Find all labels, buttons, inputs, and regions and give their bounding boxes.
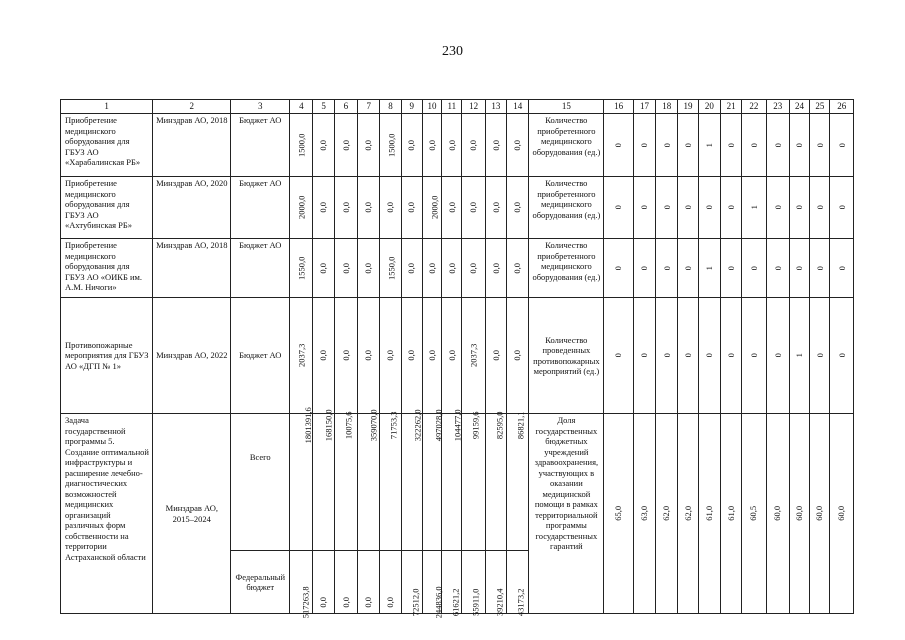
target-value — [789, 114, 809, 177]
target-value-text: 0 — [661, 353, 672, 358]
target-value-text: 0 — [639, 265, 650, 271]
target-value-text: 0 — [639, 142, 650, 148]
finance-value-text: 0,0 — [426, 262, 437, 274]
task-total-row — [61, 414, 854, 551]
federal-finance-value-text: 0,0 — [363, 596, 374, 608]
target-value-text: 0 — [704, 353, 715, 358]
federal-finance-value — [313, 551, 334, 614]
indicator-name: Количество проведенных противопожарных мероприятий (ед.) — [529, 298, 604, 414]
finance-value-text: 0,0 — [340, 139, 351, 151]
target-value — [633, 177, 655, 239]
finance-value — [380, 298, 401, 414]
finance-value — [290, 239, 313, 298]
target-value — [742, 298, 766, 414]
finance-value — [290, 114, 313, 177]
executor: Минздрав АО, 2018 — [153, 239, 231, 298]
header-cell: 26 — [830, 100, 854, 114]
target-value — [766, 177, 789, 239]
finance-value-text: 0,0 — [363, 202, 374, 213]
target-value — [698, 177, 720, 239]
finance-value — [485, 114, 506, 177]
finance-value-text: 0,0 — [363, 262, 374, 274]
target-value-text: 0 — [772, 205, 783, 210]
total-finance-value — [507, 411, 529, 551]
finance-value-text: 0,0 — [468, 202, 479, 213]
task-target-value-text: 63,0 — [639, 506, 650, 521]
federal-finance-value-text: 244836,0 — [433, 585, 444, 618]
finance-value-text: 0,0 — [340, 350, 351, 361]
funding-source: Бюджет АО — [231, 298, 290, 414]
target-value — [698, 239, 720, 298]
finance-value — [380, 239, 401, 298]
task-target-value-text: 60,0 — [794, 506, 805, 521]
finance-value — [507, 114, 529, 177]
finance-value — [442, 239, 462, 298]
federal-finance-value — [334, 551, 357, 614]
finance-value-text: 0,0 — [406, 202, 417, 213]
task-target-value-text: 61,0 — [704, 506, 715, 521]
finance-value-text: 0,0 — [490, 202, 501, 213]
finance-value-text: 0,0 — [318, 350, 329, 361]
total-finance-value-text: 71753,3 — [388, 411, 399, 440]
header-cell: 13 — [485, 100, 506, 114]
target-value-text: 0 — [836, 205, 847, 210]
target-value-text: 0 — [794, 142, 805, 148]
finance-value-text: 0,0 — [406, 262, 417, 274]
finance-value-text: 0,0 — [490, 350, 501, 361]
federal-finance-value — [358, 551, 380, 614]
target-value-text: 0 — [725, 353, 736, 358]
task-target-value — [789, 414, 809, 614]
federal-finance-value-text: 39210,4 — [494, 587, 505, 616]
finance-value — [334, 239, 357, 298]
finance-value — [401, 239, 422, 298]
header-cell: 9 — [401, 100, 422, 114]
target-value-text: 1 — [704, 265, 715, 271]
table-row — [61, 114, 854, 177]
indicator-name: Количество приобретенного медицинского оборудования (ед.) — [529, 114, 604, 177]
finance-value — [334, 177, 357, 239]
target-value — [656, 298, 678, 414]
total-finance-value — [462, 411, 485, 551]
target-value — [633, 114, 655, 177]
task-target-value-text: 60,0 — [814, 506, 825, 521]
task-indicator: Доля государственных бюджетных учреждений здравоохранения, участвующих в оказании медицинской помощи в рамках территориальной программы государственных гарантий — [529, 414, 604, 614]
finance-value — [401, 177, 422, 239]
table-row — [61, 298, 854, 414]
total-finance-value-text: 322262,0 — [412, 409, 423, 442]
finance-value-text: 0,0 — [512, 139, 523, 151]
page-number: 230 — [442, 44, 463, 59]
total-finance-value — [422, 409, 444, 551]
task-target-value-text: 61,0 — [725, 506, 736, 521]
target-value-text: 0 — [725, 142, 736, 148]
target-value-text: 0 — [748, 265, 759, 271]
target-value-text: 0 — [794, 265, 805, 271]
finance-value — [334, 298, 357, 414]
target-value-text: 0 — [613, 142, 624, 148]
table-row — [61, 239, 854, 298]
total-finance-value-text: 168150,0 — [324, 409, 335, 442]
total-finance-value-text: 104477,0 — [452, 409, 463, 442]
finance-value — [442, 298, 462, 414]
target-value-text: 0 — [772, 142, 783, 148]
finance-value-text: 0,0 — [468, 139, 479, 151]
total-finance-value — [442, 409, 463, 551]
finance-value-text: 0,0 — [340, 202, 351, 213]
header-cell: 18 — [656, 100, 678, 114]
total-finance-value-text: 82595,0 — [494, 411, 505, 440]
task-executor: Минздрав АО, 2015–2024 — [153, 414, 231, 614]
executor: Минздрав АО, 2018 — [153, 114, 231, 177]
finance-value-text: 0,0 — [363, 350, 374, 361]
finance-value-text: 0,0 — [426, 350, 437, 361]
task-target-value — [656, 414, 678, 614]
target-value-text: 0 — [661, 265, 672, 271]
target-value — [633, 239, 655, 298]
finance-value — [358, 114, 380, 177]
task-target-value-text: 62,0 — [682, 506, 693, 521]
target-value — [830, 177, 854, 239]
finance-value-text: 0,0 — [340, 262, 351, 274]
indicator-name: Количество приобретенного медицинского оборудования (ед.) — [529, 177, 604, 239]
target-value-text: 0 — [682, 205, 693, 210]
finance-value-text: 0,0 — [363, 139, 374, 151]
target-value — [810, 298, 830, 414]
finance-value — [485, 239, 506, 298]
task-target-value-text: 60,0 — [836, 506, 847, 521]
target-value — [830, 239, 854, 298]
target-value-text: 0 — [639, 353, 650, 358]
finance-value-text: 1550,0 — [296, 256, 307, 280]
header-cell: 16 — [604, 100, 633, 114]
total-finance-value-text: 99159,6 — [471, 411, 482, 440]
target-value-text: 0 — [836, 353, 847, 358]
target-value — [656, 114, 678, 177]
indicator-name: Количество приобретенного медицинского оборудования (ед.) — [529, 239, 604, 298]
target-value — [720, 298, 741, 414]
target-value — [698, 114, 720, 177]
federal-finance-value-text: 55911,0 — [470, 588, 481, 616]
task-target-value-text: 65,0 — [613, 506, 624, 521]
finance-value — [401, 298, 422, 414]
finance-value — [313, 239, 334, 298]
finance-value-text: 0,0 — [446, 350, 457, 361]
finance-value-text: 0,0 — [490, 139, 501, 151]
header-cell: 25 — [810, 100, 830, 114]
finance-value — [290, 298, 313, 414]
finance-value-text: 0,0 — [318, 262, 329, 274]
federal-finance-value — [422, 551, 444, 618]
finance-value — [485, 177, 506, 239]
measure-name: Приобретение медицинского оборудования для ГБУЗ АО «ОИКБ им. А.М. Ничоги» — [61, 239, 153, 298]
target-value — [830, 298, 854, 414]
finance-value-text: 0,0 — [490, 262, 501, 274]
target-value — [742, 239, 766, 298]
target-value — [810, 177, 830, 239]
target-value-text: 0 — [836, 142, 847, 148]
header-cell: 22 — [742, 100, 766, 114]
target-value — [656, 239, 678, 298]
target-value-text: 0 — [704, 205, 715, 210]
federal-finance-value — [442, 551, 462, 614]
header-cell: 12 — [462, 100, 485, 114]
federal-label: Федеральный бюджет — [231, 551, 290, 614]
target-value — [766, 114, 789, 177]
header-cell: 2 — [153, 100, 231, 114]
target-value — [633, 298, 655, 414]
federal-finance-value — [401, 551, 422, 614]
target-value — [678, 298, 698, 414]
target-value — [766, 298, 789, 414]
finance-value — [422, 239, 441, 298]
total-finance-value-text: 86821,1 — [515, 411, 526, 440]
header-cell: 10 — [422, 100, 441, 114]
finance-value-text: 2037,3 — [296, 343, 307, 368]
target-value-text: 0 — [772, 265, 783, 271]
total-finance-value-text: 497028,0 — [433, 409, 444, 442]
federal-finance-value — [290, 551, 313, 618]
target-value-text: 0 — [682, 142, 693, 148]
target-value-text: 0 — [725, 205, 736, 210]
federal-finance-value-text: 72512,0 — [410, 587, 421, 616]
target-value-text: 1 — [704, 142, 715, 148]
finance-value-text: 0,0 — [426, 139, 437, 151]
total-finance-value — [485, 411, 506, 551]
header-cell: 1 — [61, 100, 153, 114]
target-value — [604, 298, 633, 414]
finance-value — [313, 298, 334, 414]
task-target-value-text: 60,5 — [748, 506, 759, 521]
finance-value — [507, 239, 529, 298]
target-value-text: 0 — [748, 142, 759, 148]
header-cell: 21 — [720, 100, 741, 114]
finance-value — [358, 298, 380, 414]
target-value — [720, 177, 741, 239]
finance-value-text: 0,0 — [512, 202, 523, 213]
total-finance-value — [313, 409, 335, 551]
finance-value — [358, 177, 380, 239]
finance-value — [380, 114, 401, 177]
executor: Минздрав АО, 2022 — [153, 298, 231, 414]
header-row — [61, 100, 854, 114]
funding-source: Бюджет АО — [231, 239, 290, 298]
table-row — [61, 177, 854, 239]
target-value — [656, 177, 678, 239]
header-cell: 11 — [442, 100, 462, 114]
total-finance-value — [334, 411, 357, 551]
header-cell: 24 — [789, 100, 809, 114]
finance-value — [462, 177, 485, 239]
target-value — [720, 114, 741, 177]
target-value — [604, 114, 633, 177]
federal-finance-value — [485, 551, 506, 614]
target-value-text: 0 — [814, 265, 825, 271]
target-value-text: 0 — [639, 205, 650, 210]
finance-value — [442, 177, 462, 239]
task-target-value — [633, 414, 655, 614]
finance-value — [422, 114, 441, 177]
target-value-text: 0 — [613, 353, 624, 358]
total-finance-value — [401, 409, 423, 551]
finance-value-text: 0,0 — [406, 139, 417, 151]
program-table — [60, 99, 854, 618]
federal-finance-value — [507, 551, 529, 614]
finance-value-text: 0,0 — [446, 202, 457, 213]
target-value-text: 0 — [814, 142, 825, 148]
measure-name: Приобретение медицинского оборудования для ГБУЗ АО «Ахтубинская РБ» — [61, 177, 153, 239]
target-value — [698, 298, 720, 414]
funding-source: Бюджет АО — [231, 177, 290, 239]
task-target-value — [742, 414, 766, 614]
finance-value-text: 1500,0 — [386, 133, 397, 157]
target-value — [810, 239, 830, 298]
finance-value-text: 2037,3 — [468, 343, 479, 368]
total-label: Всего — [231, 414, 290, 551]
target-value-text: 0 — [613, 265, 624, 271]
finance-value-text: 0,0 — [468, 262, 479, 274]
header-cell: 5 — [313, 100, 334, 114]
federal-finance-value-text: 0,0 — [340, 596, 351, 608]
finance-value — [507, 177, 529, 239]
target-value — [830, 114, 854, 177]
target-value — [604, 177, 633, 239]
header-cell: 19 — [678, 100, 698, 114]
finance-value — [462, 298, 485, 414]
target-value — [678, 177, 698, 239]
total-finance-value — [290, 407, 313, 551]
target-value-text: 0 — [682, 353, 693, 358]
target-value — [742, 177, 766, 239]
target-value-text: 0 — [814, 205, 825, 210]
finance-value-text: 0,0 — [318, 202, 329, 213]
target-value — [678, 239, 698, 298]
target-value-text: 0 — [772, 353, 783, 358]
target-value-text: 1 — [794, 353, 805, 358]
header-cell: 7 — [358, 100, 380, 114]
target-value-text: 0 — [661, 142, 672, 148]
header-cell: 14 — [507, 100, 529, 114]
target-value — [678, 114, 698, 177]
finance-value-text: 1550,0 — [386, 256, 397, 280]
finance-value — [313, 114, 334, 177]
header-cell: 23 — [766, 100, 789, 114]
finance-value — [380, 177, 401, 239]
target-value-text: 1 — [748, 205, 759, 210]
target-value — [742, 114, 766, 177]
header-cell: 8 — [380, 100, 401, 114]
federal-finance-value-text: 517263,8 — [300, 585, 311, 618]
finance-value — [358, 239, 380, 298]
total-finance-value-text: 10075,6 — [343, 411, 354, 440]
finance-value-text: 0,0 — [318, 139, 329, 151]
finance-value-text: 0,0 — [446, 262, 457, 274]
measure-name: Приобретение медицинского оборудования для ГБУЗ АО «Харабалинская РБ» — [61, 114, 153, 177]
finance-value — [485, 298, 506, 414]
total-finance-value — [358, 409, 380, 551]
task-target-value-text: 62,0 — [661, 506, 672, 521]
finance-value-text: 0,0 — [512, 350, 523, 361]
target-value-text: 0 — [661, 205, 672, 210]
target-value — [810, 114, 830, 177]
federal-finance-value — [462, 551, 485, 614]
finance-value — [422, 298, 441, 414]
federal-finance-value-text: 0,0 — [385, 596, 396, 608]
finance-value-text: 0,0 — [446, 139, 457, 151]
federal-finance-value-text: 43173,2 — [515, 587, 526, 616]
task-target-value — [766, 414, 789, 614]
finance-value — [290, 177, 313, 239]
header-cell: 20 — [698, 100, 720, 114]
finance-value-text: 2000,0 — [429, 195, 440, 220]
header-cell: 17 — [633, 100, 655, 114]
total-finance-value — [380, 411, 401, 551]
finance-value — [313, 177, 334, 239]
finance-value-text: 2000,0 — [296, 195, 307, 220]
target-value-text: 0 — [814, 353, 825, 358]
header-cell: 4 — [290, 100, 313, 114]
target-value — [720, 239, 741, 298]
task-target-value — [720, 414, 741, 614]
finance-value — [462, 239, 485, 298]
target-value-text: 0 — [725, 265, 736, 271]
task-target-value — [678, 414, 698, 614]
target-value-text: 0 — [613, 205, 624, 210]
finance-value-text: 0,0 — [512, 262, 523, 274]
header-cell: 15 — [529, 100, 604, 114]
federal-finance-value — [380, 551, 401, 614]
header-cell: 6 — [334, 100, 357, 114]
task-name: Задача государственной программы 5. Создание оптимальной инфраструктуры и расширение лечебно-диагностических возможностей медицинских организаций различных форм собственности на территории Астраханской области — [61, 414, 153, 614]
funding-source: Бюджет АО — [231, 114, 290, 177]
finance-value — [442, 114, 462, 177]
task-target-value — [698, 414, 720, 614]
total-finance-value-text: 359070,0 — [368, 409, 379, 442]
task-target-value-text: 60,0 — [772, 506, 783, 521]
finance-value — [334, 114, 357, 177]
executor: Минздрав АО, 2020 — [153, 177, 231, 239]
federal-finance-value-text: 61621,2 — [450, 587, 461, 616]
measure-name: Противопожарные мероприятия для ГБУЗ АО «ДГП № 1» — [61, 298, 153, 414]
target-value-text: 0 — [794, 205, 805, 210]
finance-value — [401, 114, 422, 177]
task-target-value — [810, 414, 830, 614]
target-value-text: 0 — [682, 265, 693, 271]
finance-value-text: 0,0 — [385, 202, 396, 213]
task-target-value — [830, 414, 854, 614]
target-value — [604, 239, 633, 298]
target-value-text: 0 — [836, 265, 847, 271]
target-value — [789, 239, 809, 298]
finance-value — [422, 177, 441, 239]
target-value-text: 0 — [748, 353, 759, 358]
finance-value — [507, 298, 529, 414]
finance-value-text: 0,0 — [406, 350, 417, 361]
finance-value-text: 0,0 — [385, 350, 396, 361]
finance-value-text: 1500,0 — [296, 133, 307, 157]
total-finance-value-text: 1801391,6 — [302, 407, 313, 444]
header-cell: 3 — [231, 100, 290, 114]
task-target-value — [604, 414, 633, 614]
target-value — [789, 177, 809, 239]
target-value — [789, 298, 809, 414]
target-value — [766, 239, 789, 298]
finance-value — [462, 114, 485, 177]
federal-finance-value-text: 0,0 — [318, 596, 329, 608]
